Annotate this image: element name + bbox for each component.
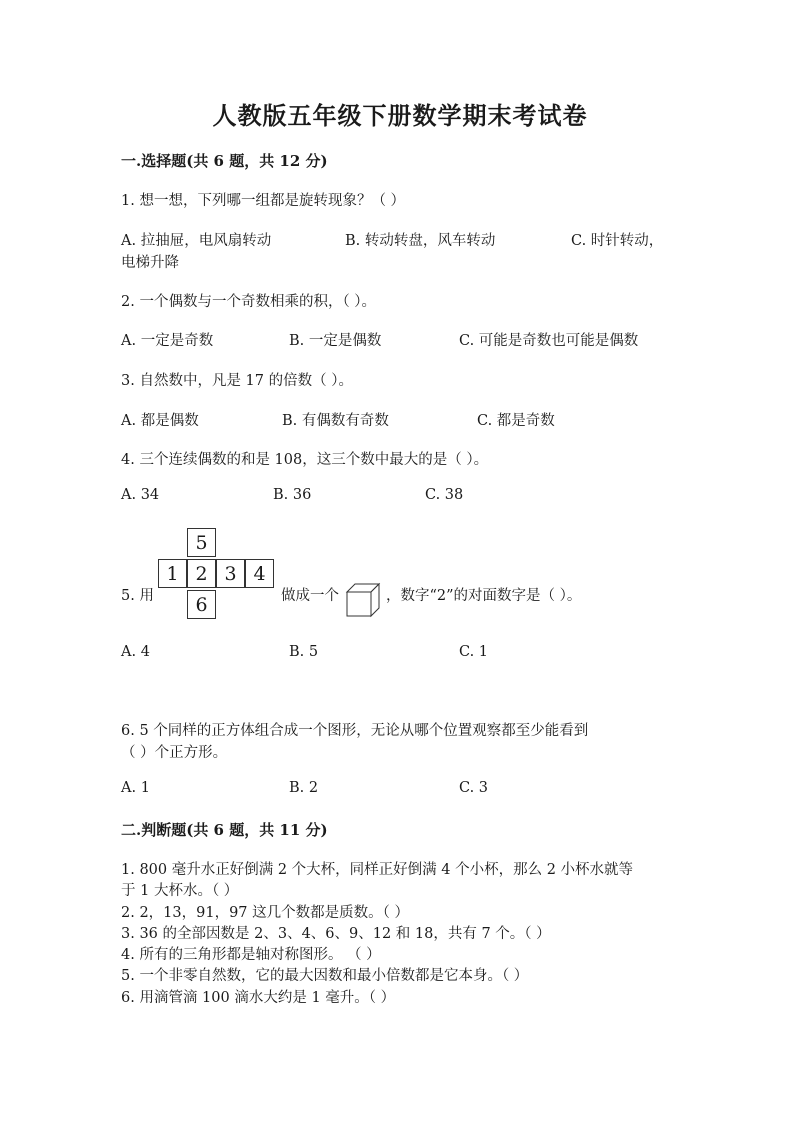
- net-cell-1: 1: [158, 559, 187, 588]
- question-6-option-a: A. 1: [121, 780, 150, 796]
- question-4-option-c: C. 38: [425, 487, 464, 503]
- net-cell-2: 2: [187, 559, 216, 588]
- question-5-prefix: 5. 用: [121, 588, 154, 604]
- question-6-option-b: B. 2: [289, 780, 319, 796]
- net-cell-4: 4: [245, 559, 274, 588]
- question-1-option-c-continued: 电梯升降: [121, 255, 179, 271]
- cube-icon: [345, 582, 381, 618]
- question-2-option-a: A. 一定是奇数: [121, 333, 214, 349]
- judgement-item: 6. 用滴管滴 100 滴水大约是 1 毫升。（ ）: [121, 990, 396, 1006]
- judgement-item: 2. 2，13，91，97 这几个数都是质数。（ ）: [121, 905, 409, 921]
- question-2-option-c: C. 可能是奇数也可能是偶数: [459, 333, 639, 349]
- judgement-item: 3. 36 的全部因数是 2、3、4、6、9、12 和 18，共有 7 个。（ ）: [121, 926, 551, 942]
- question-2-stem: 2. 一个偶数与一个奇数相乘的积，（ ）。: [121, 294, 377, 310]
- section-heading-judgement: 二.判断题(共 6 题，共 11 分): [121, 821, 328, 839]
- question-5-option-a: A. 4: [121, 644, 150, 660]
- section-heading-choice: 一.选择题(共 6 题，共 12 分): [121, 152, 328, 170]
- question-2-option-b: B. 一定是偶数: [289, 333, 382, 349]
- question-3-option-c: C. 都是奇数: [477, 413, 555, 429]
- question-4-option-a: A. 34: [121, 487, 160, 503]
- net-cell-5: 5: [187, 528, 216, 557]
- judgement-item: 4. 所有的三角形都是轴对称图形。 （ ）: [121, 947, 381, 963]
- page-title: 人教版五年级下册数学期末考试卷: [212, 101, 588, 130]
- question-6-option-c: C. 3: [459, 780, 489, 796]
- question-3-option-a: A. 都是偶数: [121, 413, 199, 429]
- question-6-stem-line1: 6. 5 个同样的正方体组合成一个图形，无论从哪个位置观察都至少能看到: [121, 723, 589, 739]
- question-3-option-b: B. 有偶数有奇数: [282, 413, 389, 429]
- judgement-item: 1. 800 毫升水正好倒满 2 个大杯，同样正好倒满 4 个小杯，那么 2 小杯水就等: [121, 862, 634, 878]
- question-6-stem-line2: （ ）个正方形。: [121, 745, 228, 761]
- net-cell-6: 6: [187, 590, 216, 619]
- question-1-stem: 1. 想一想，下列哪一组都是旋转现象？（ ）: [121, 193, 406, 209]
- question-1-option-a: A. 拉抽屉，电风扇转动: [121, 233, 272, 249]
- question-1-option-c: C. 时针转动，: [571, 233, 664, 249]
- question-4-option-b: B. 36: [273, 487, 312, 503]
- cube-net-figure: [156, 528, 276, 620]
- question-5-suffix: ，数字“2”的对面数字是（ ）。: [386, 588, 582, 604]
- net-cell-3: 3: [216, 559, 245, 588]
- question-5-option-c: C. 1: [459, 644, 489, 660]
- question-5-option-b: B. 5: [289, 644, 319, 660]
- question-3-stem: 3. 自然数中，凡是 17 的倍数（ ）。: [121, 373, 353, 389]
- judgement-item: 于 1 大杯水。（ ）: [121, 883, 239, 899]
- question-5-middle: 做成一个: [281, 588, 339, 604]
- question-1-option-b: B. 转动转盘，风车转动: [345, 233, 496, 249]
- question-4-stem: 4. 三个连续偶数的和是 108，这三个数中最大的是（ ）。: [121, 452, 489, 468]
- judgement-item: 5. 一个非零自然数，它的最大因数和最小倍数都是它本身。（ ）: [121, 968, 529, 984]
